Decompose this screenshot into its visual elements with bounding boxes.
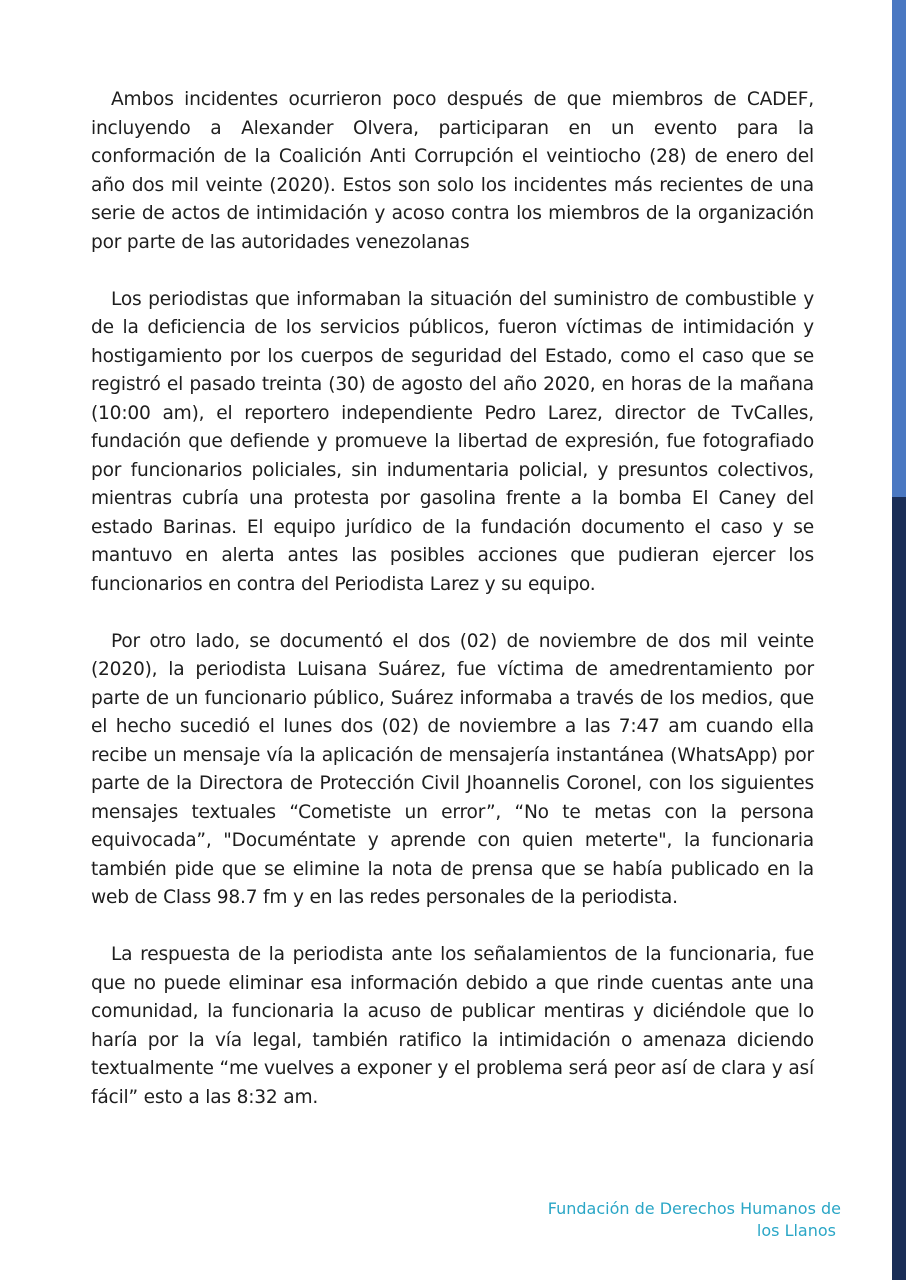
- paragraph-periodista-respuesta: La respuesta de la periodista ante los señalamientos de la funcionaria, fue que no puede eliminar esa información debido a que rinde cuentas ante una comunidad, la funcionaria la acuso de publicar mentiras y diciéndole que lo haría por la vía legal, también ratifico la intimidación o amenaza diciendo textualmente “me vuelves a exponer y el problema será peor así de clara y así fácil” esto a las 8:32 am.: [91, 944, 814, 1108]
- footer-line-1: Fundación de Derechos Humanos de: [547, 1199, 841, 1218]
- side-accent-bar-light: [892, 0, 906, 497]
- footer-line-2: los Llanos: [756, 1221, 836, 1240]
- paragraph-pedro-larez: Los periodistas que informaban la situación del suministro de combustible y de la deficiencia de los servicios públicos, fueron víctimas de intimidación y hostigamiento por los cuerpos de seguridad del Estado, como el caso que se registró el pasado treinta (30) de agosto del año 2020, en horas de la mañana (10:00 am), el reportero independiente Pedro Larez, director de TvCalles, fundación que defiende y promueve la libertad de expresión, fue fotografiado por funcionarios policiales, sin indumentaria policial, y presuntos colectivos, mientras cubría una protesta por gasolina frente a la bomba El Caney del estado Barinas. El equipo jurídico de la fundación documento el caso y se mantuvo en alerta antes las posibles acciones que pudieran ejercer los funcionarios en contra del Periodista Larez y su equipo.: [91, 288, 814, 595]
- document-body: [91, 86, 814, 1141]
- footer-organization: [520, 1198, 841, 1242]
- paragraph-cadef-incidents: Ambos incidentes ocurrieron poco después de que miembros de CADEF, incluyendo a Alexander Olvera, participaran en un evento para la conformación de la Coalición Anti Corrupción el veintiocho (28) de enero del año dos mil veinte (2020). Estos son solo los incidentes más recientes de una serie de actos de intimidación y acoso contra los miembros de la organización por parte de las autoridades venezolanas: [91, 89, 814, 253]
- paragraph-luisana-suarez: Por otro lado, se documentó el dos (02) de noviembre de dos mil veinte (2020), la periodista Luisana Suárez, fue víctima de amedrentamiento por parte de un funcionario público, Suárez informaba a través de los medios, que el hecho sucedió el lunes dos (02) de noviembre a las 7:47 am cuando ella recibe un mensaje vía la aplicación de mensajería instantánea (WhatsApp) por parte de la Directora de Protección Civil Jhoannelis Coronel, con los siguientes mensajes textuales “Cometiste un error”, “No te metas con la persona equivocada”, "Documéntate y aprende con quien meterte", la funcionaria también pide que se elimine la nota de prensa que se había publicado en la web de Class 98.7 fm y en las redes personales de la periodista.: [91, 630, 814, 908]
- side-accent-bar-dark: [892, 497, 906, 1280]
